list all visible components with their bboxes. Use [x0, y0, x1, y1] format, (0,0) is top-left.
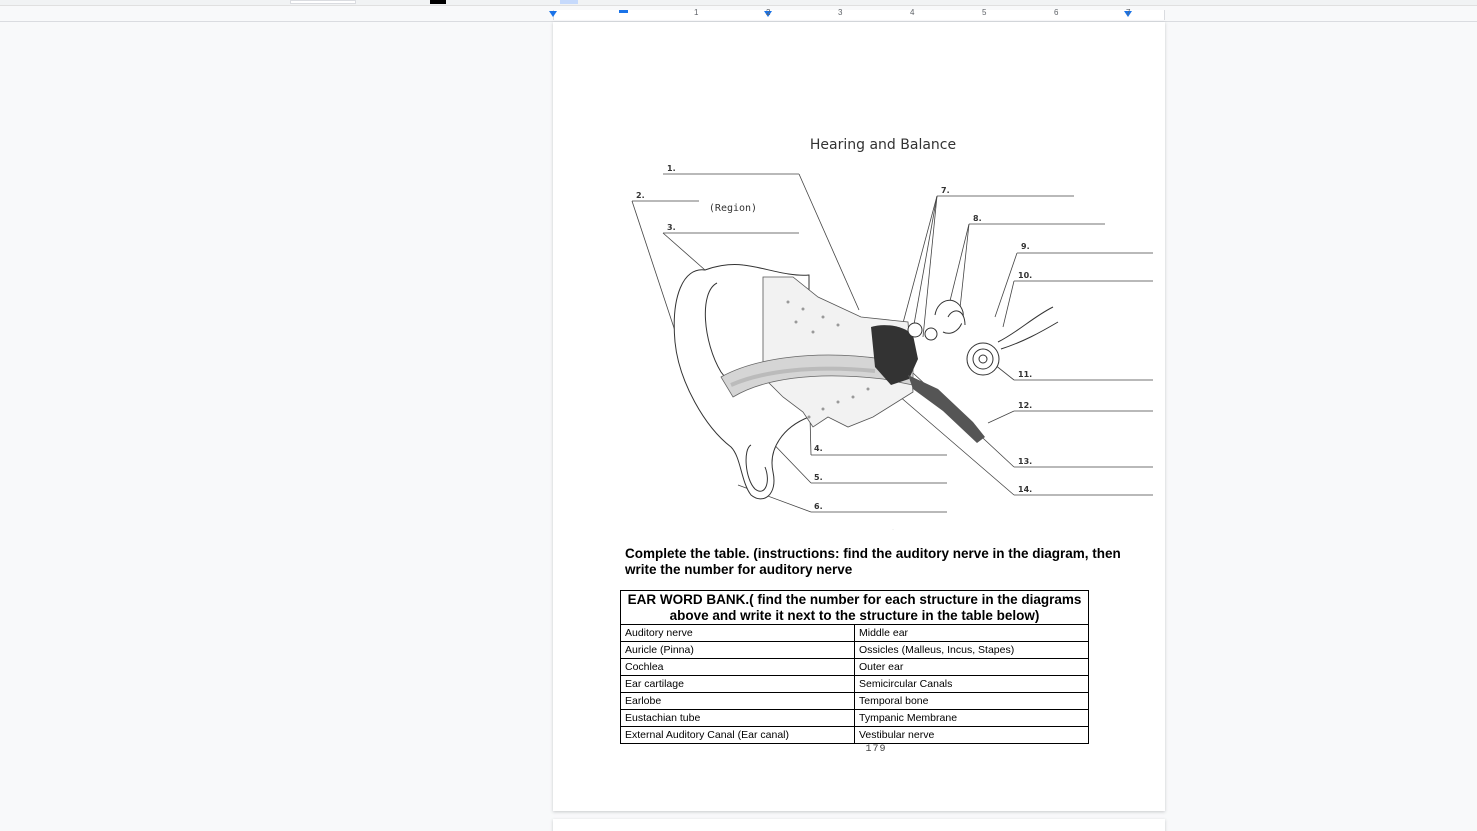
first-line-indent-handle[interactable] [619, 10, 628, 13]
ruler-mark: 7 [1126, 8, 1131, 17]
table-cell[interactable]: Earlobe [621, 693, 855, 710]
table-cell[interactable]: Auricle (Pinna) [621, 642, 855, 659]
page-number: 179 [865, 744, 887, 755]
label-2: 2. [636, 191, 645, 200]
label-11: 11. [1018, 370, 1033, 379]
next-page[interactable] [553, 819, 1165, 831]
table-cell[interactable]: Ear cartilage [621, 676, 855, 693]
table-row [621, 693, 1089, 710]
table-cell[interactable]: Tympanic Membrane [855, 710, 1089, 727]
label-3: 3. [667, 223, 676, 232]
label-8: 8. [973, 214, 982, 223]
label-14: 14. [1018, 485, 1033, 494]
word-bank-header: EAR WORD BANK.( find the number for each structure in the diagrams above and write it next to the structure in the table below) [621, 591, 1089, 625]
ear-word-bank-table[interactable] [620, 590, 1089, 744]
ruler-mark: 4 [910, 8, 915, 17]
table-cell[interactable]: Ossicles (Malleus, Incus, Stapes) [855, 642, 1089, 659]
label-4: 4. [814, 444, 823, 453]
label-10: 10. [1018, 271, 1033, 280]
label-6: 6. [814, 502, 823, 511]
table-row [621, 642, 1089, 659]
ruler-mark: 3 [838, 8, 843, 17]
left-margin-handle[interactable] [549, 11, 557, 17]
table-cell[interactable]: Semicircular Canals [855, 676, 1089, 693]
horizontal-ruler[interactable] [0, 8, 1477, 22]
label-9: 9. [1021, 242, 1030, 251]
label-5: 5. [814, 473, 823, 482]
table-cell[interactable]: Outer ear [855, 659, 1089, 676]
table-cell[interactable]: Auditory nerve [621, 625, 855, 642]
label-12: 12. [1018, 401, 1033, 410]
table-row [621, 710, 1089, 727]
instructions-text: Complete the table. (instructions: find the auditory nerve in the diagram, then write the number for auditory nerve [625, 546, 1121, 577]
ruler-track[interactable] [553, 10, 1165, 20]
label-7: 7. [941, 186, 950, 195]
table-cell[interactable]: Temporal bone [855, 693, 1089, 710]
toolbar [0, 0, 1477, 6]
ear-diagram [613, 127, 1163, 537]
table-row [621, 659, 1089, 676]
table-cell[interactable]: External Auditory Canal (Ear canal) [621, 727, 855, 744]
align-icon[interactable] [560, 0, 578, 4]
label-1: 1. [667, 164, 676, 173]
table-row [621, 625, 1089, 642]
font-size-box[interactable] [290, 0, 356, 4]
table-row [621, 727, 1089, 744]
copyright-text: . [892, 526, 894, 531]
table-cell[interactable]: Eustachian tube [621, 710, 855, 727]
ruler-mark: 1 [694, 8, 699, 17]
diagram-title: Hearing and Balance [809, 137, 957, 153]
text-color-icon[interactable] [430, 0, 446, 4]
ruler-mark: 5 [982, 8, 987, 17]
table-cell[interactable]: Cochlea [621, 659, 855, 676]
ruler-mark: 2 [766, 8, 771, 17]
region-label: (Region) [708, 203, 758, 214]
ruler-mark: 6 [1054, 8, 1059, 17]
document-page[interactable] [553, 22, 1165, 811]
table-row [621, 676, 1089, 693]
table-cell[interactable]: Middle ear [855, 625, 1089, 642]
label-13: 13. [1018, 457, 1033, 466]
table-cell[interactable]: Vestibular nerve [855, 727, 1089, 744]
